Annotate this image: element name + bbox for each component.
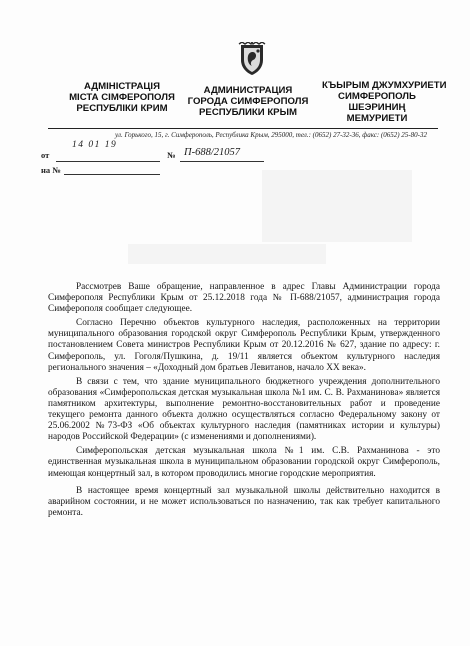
header-russian-line: АДМИНИСТРАЦИЯ bbox=[203, 85, 293, 96]
header-crimean-tatar-line: ШЕЭРИНИҢ bbox=[348, 102, 406, 113]
crimea-coat-of-arms-icon bbox=[238, 42, 266, 76]
date-underline bbox=[56, 161, 160, 162]
reference-label: на № bbox=[41, 165, 61, 175]
date-value: 14 01 19 bbox=[72, 140, 118, 150]
header-ukrainian-line: МІСТА СІМФЕРОПОЛЯ bbox=[69, 92, 175, 103]
header-ukrainian-line: РЕСПУБЛІКИ КРИМ bbox=[76, 103, 168, 114]
date-label: от bbox=[41, 150, 50, 160]
header-russian-line: ГОРОДА СИМФЕРОПОЛЯ bbox=[187, 96, 309, 107]
number-value: П-688/21057 bbox=[184, 147, 240, 158]
body-paragraph: Симферопольская детская музыкальная школа №1 им. С.В. Рахманинова - это единственная музыкальная школа в муниципальном образовании городской округ Симферополь, имеющая концертный зал, в котором проводились многие городские мероприятия. bbox=[48, 446, 440, 479]
redacted-salutation bbox=[128, 244, 326, 264]
number-symbol: № bbox=[167, 150, 176, 160]
redacted-recipient bbox=[262, 170, 412, 242]
header-crimean-tatar-line: КЪЫРЫМ ДЖУМХУРИЕТИ bbox=[322, 80, 447, 91]
body-paragraph: Рассмотрев Ваше обращение, направленное в адрес Главы Администрации города Симферополя Республики Крым от 25.12.2018 года № П-688/21057, администрация города Симферополя сообщает следующее. bbox=[48, 282, 440, 315]
header-crimean-tatar bbox=[322, 80, 447, 124]
body-paragraph: В связи с тем, что здание муниципального бюджетного учреждения дополнительного образования «Симферопольская детская музыкальная школа №1 им. С. В. Рахманинова» является памятником архитектуры, выполнение ремонтно-восстановительных работ и проведение текущего ремонта данного объекта должно осуществляться согласно Федеральному закону от 25.06.2002 №73-ФЗ «Об объектах культурного наследия (памятниках истории и культуры) народов Российской Федерации» (с изменениями и дополнениями). bbox=[48, 376, 440, 443]
number-underline bbox=[180, 161, 264, 162]
header-russian-line: РЕСПУБЛИКИ КРЫМ bbox=[199, 107, 297, 118]
header-ukrainian bbox=[62, 81, 182, 114]
header-russian bbox=[183, 85, 313, 118]
header-ukrainian-line: АДМІНІСТРАЦІЯ bbox=[84, 81, 160, 92]
address-line: ул. Горького, 15, г. Симферополь, Республика Крым, 295000, тел.: (0652) 27-32-36, факс: (0652) 25-80-32 bbox=[115, 131, 427, 139]
reference-underline bbox=[64, 174, 160, 175]
header-crimean-tatar-line: СИМФЕРОПОЛЬ bbox=[338, 91, 416, 102]
letter-body bbox=[48, 282, 440, 522]
header-divider bbox=[48, 128, 438, 129]
body-paragraph: В настоящее время концертный зал музыкальной школы действительно находится в аварийном состоянии, и не может использоваться по назначению, так как требует капитального ремонта. bbox=[48, 485, 440, 518]
header-crimean-tatar-line: МЕМУРИЕТИ bbox=[346, 113, 408, 124]
body-paragraph: Согласно Перечню объектов культурного наследия, расположенных на территории муниципального образования городской округ Симферополь Республики Крым, утвержденного постановлением Совета министров Республики Крым от 20.12.2016 № 627, здание по адресу: г. Симферополь, ул. Гоголя/Пушкина, д. 19/11 является объектом культурного наследия регионального значения – «Доходный дом братьев Левитанов, начало XX века». bbox=[48, 318, 440, 373]
